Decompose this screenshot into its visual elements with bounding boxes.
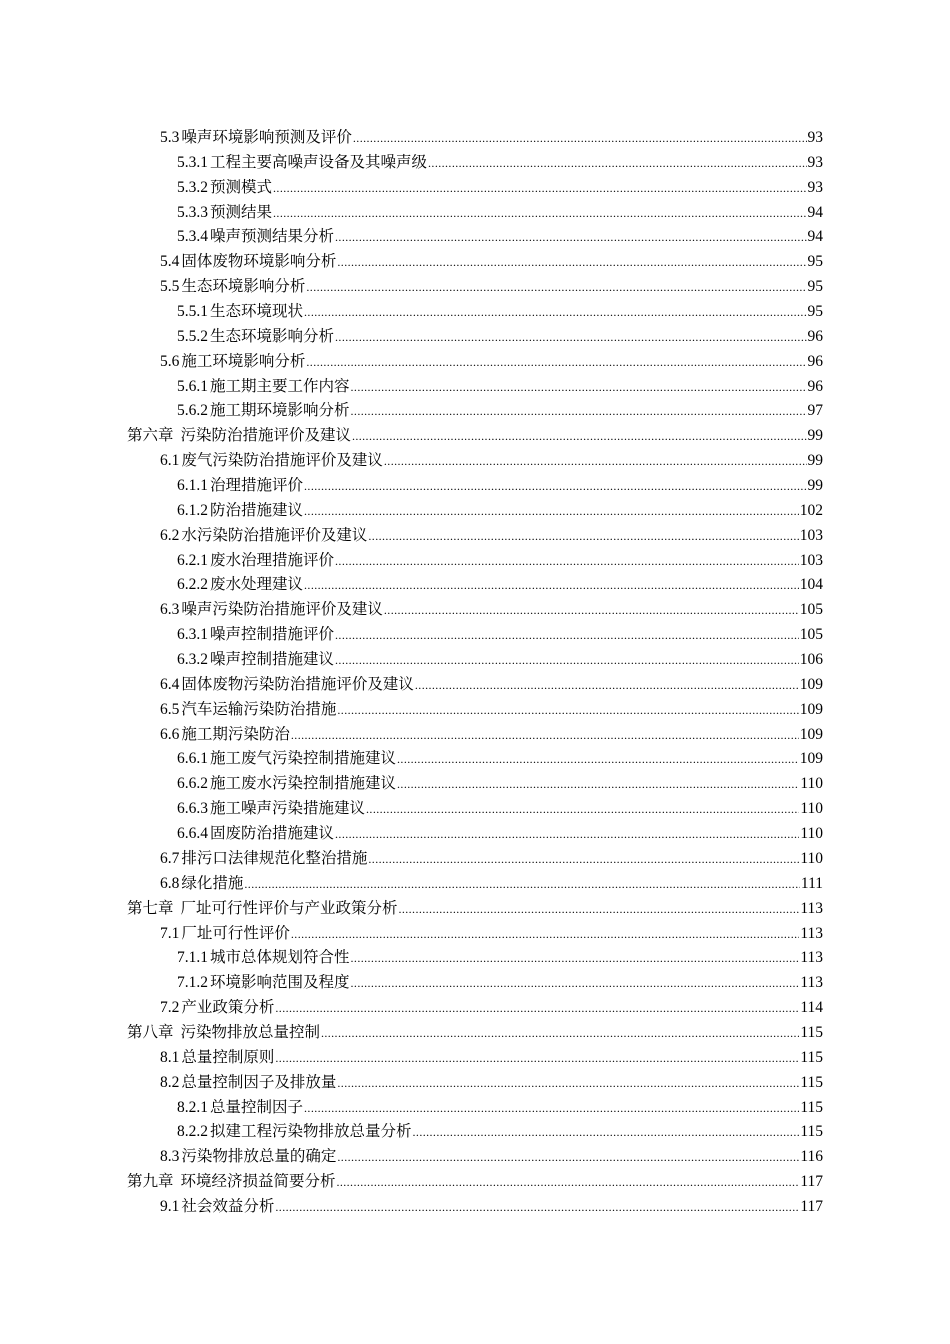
toc-entry-title: 环境经济损益简要分析 <box>175 1172 336 1191</box>
toc-dot-leader <box>335 822 799 847</box>
toc-dot-leader <box>304 499 799 524</box>
toc-dot-leader <box>368 524 798 549</box>
toc-dot-leader <box>304 474 806 499</box>
toc-entry-label <box>160 523 367 549</box>
toc-page-number: 111 <box>800 874 823 892</box>
toc-dot-leader <box>291 723 799 748</box>
toc-entry-title: 生态环境影响分析 <box>181 277 306 296</box>
toc-page-number: 99 <box>807 427 823 445</box>
toc-entry-number: 6.3.2 <box>177 651 208 669</box>
toc-dot-leader <box>304 573 799 598</box>
toc-dot-leader <box>415 673 799 698</box>
toc-entry-number: 5.3.2 <box>177 178 208 196</box>
toc-entry-number: 6.3.1 <box>177 626 208 644</box>
toc-entry-number: 7.1.2 <box>177 974 208 992</box>
toc-entry-label <box>177 548 334 574</box>
toc-entry-title: 施工期主要工作内容 <box>210 376 350 395</box>
toc-entry-label <box>177 299 303 325</box>
toc-entry[interactable] <box>127 722 823 747</box>
toc-entry[interactable] <box>127 970 823 995</box>
toc-entry-number: 5.5 <box>160 278 180 296</box>
toc-entry-label <box>127 1169 335 1195</box>
toc-entry-label <box>127 896 397 922</box>
toc-dot-leader <box>337 1071 799 1096</box>
toc-dot-leader <box>275 1046 799 1071</box>
toc-page-number: 103 <box>799 526 823 544</box>
toc-entry-number: 7.1.1 <box>177 949 208 967</box>
toc-entry-number: 6.3 <box>160 601 180 619</box>
toc-page-number: 110 <box>800 775 823 793</box>
toc-entry[interactable] <box>127 921 823 946</box>
toc-page-number: 93 <box>807 178 823 196</box>
toc-entry-label <box>177 796 365 822</box>
toc-entry-label <box>160 1144 336 1170</box>
toc-entry[interactable] <box>127 572 823 597</box>
toc-dot-leader <box>351 946 800 971</box>
toc-entry[interactable] <box>127 871 823 896</box>
toc-entry-label <box>160 921 290 947</box>
toc-entry-title: 汽车运输污染防治措施 <box>181 699 337 718</box>
toc-entry[interactable] <box>127 523 823 548</box>
toc-entry-label <box>160 249 336 275</box>
toc-entry-title: 生态环境影响分析 <box>210 326 335 345</box>
toc-page-number: 114 <box>800 999 823 1017</box>
toc-dot-leader <box>337 250 806 275</box>
toc-entry-label <box>177 374 350 400</box>
toc-entry-title: 噪声预测结果分析 <box>210 227 335 246</box>
toc-dot-leader <box>384 449 807 474</box>
toc-entry-number: 6.6.3 <box>177 800 208 818</box>
toc-entry-title: 废气污染防治措施评价及建议 <box>181 451 383 470</box>
toc-page-number: 103 <box>799 551 823 569</box>
toc-page-number: 115 <box>800 1023 823 1041</box>
toc-dot-leader <box>368 847 799 872</box>
toc-entry[interactable] <box>127 299 823 324</box>
toc-entry-number: 6.1 <box>160 452 180 470</box>
toc-page-number: 105 <box>799 601 823 619</box>
toc-entry-title: 废水处理建议 <box>210 575 304 594</box>
toc-entry[interactable] <box>127 746 823 771</box>
toc-entry[interactable] <box>127 175 823 200</box>
toc-entry-number: 6.6 <box>160 725 180 743</box>
toc-dot-leader <box>291 922 799 947</box>
toc-entry-number: 6.2 <box>160 526 180 544</box>
toc-entry-label <box>160 1045 274 1071</box>
toc-entry-title: 防治措施建议 <box>210 500 304 519</box>
toc-entry-title: 污染物排放总量控制 <box>175 1022 320 1041</box>
toc-dot-leader <box>273 201 806 226</box>
toc-page-number: 105 <box>799 626 823 644</box>
toc-dot-leader <box>398 897 799 922</box>
toc-entry-title: 噪声控制措施建议 <box>210 650 335 669</box>
toc-page-number: 117 <box>800 1197 823 1215</box>
toc-page-number: 94 <box>807 228 823 246</box>
toc-entry-number: 5.3 <box>160 129 180 146</box>
toc-entry-number: 第六章 <box>127 427 174 445</box>
toc-entry-label <box>177 324 334 350</box>
toc-dot-leader <box>306 350 806 375</box>
toc-entry-label <box>177 970 350 996</box>
toc-entry[interactable] <box>127 448 823 473</box>
toc-entry-title: 排污口法律规范化整治措施 <box>181 848 368 867</box>
toc-page-number: 93 <box>807 153 823 171</box>
toc-entry-label <box>177 821 334 847</box>
toc-entry-label <box>177 498 303 524</box>
toc-page-number: 95 <box>807 303 823 321</box>
toc-entry-label <box>177 746 396 772</box>
toc-entry-number: 8.2 <box>160 1073 180 1091</box>
toc-page-number: 113 <box>800 949 823 967</box>
toc-entry[interactable] <box>127 647 823 672</box>
toc-dot-leader <box>351 971 800 996</box>
toc-entry[interactable] <box>127 398 823 423</box>
toc-entry-number: 7.1 <box>160 924 180 942</box>
toc-entry-title: 预测结果 <box>210 202 273 221</box>
toc-entry-title: 总量控制因子 <box>210 1097 304 1116</box>
toc-entry-label <box>177 1119 412 1145</box>
toc-entry[interactable] <box>127 125 823 150</box>
toc-dot-leader <box>321 1021 799 1046</box>
toc-dot-leader <box>335 549 799 574</box>
toc-dot-leader <box>335 225 806 250</box>
toc-dot-leader <box>353 126 807 151</box>
toc-dot-leader <box>304 1096 799 1121</box>
toc-entry-label <box>177 771 396 797</box>
toc-entry-number: 6.2.2 <box>177 576 208 594</box>
toc-entry-title: 预测模式 <box>210 177 273 196</box>
toc-entry-number: 6.6.1 <box>177 750 208 768</box>
toc-dot-leader <box>351 375 807 400</box>
toc-entry[interactable] <box>127 846 823 871</box>
toc-entry-title: 城市总体规划符合性 <box>210 948 350 967</box>
toc-entry-label <box>160 871 243 897</box>
toc-page-number: 115 <box>800 1048 823 1066</box>
toc-entry-title: 总量控制因子及排放量 <box>181 1072 337 1091</box>
toc-entry-title: 社会效益分析 <box>181 1196 275 1215</box>
toc-page-number: 115 <box>800 1098 823 1116</box>
toc-dot-leader <box>335 648 799 673</box>
toc-dot-leader <box>337 1145 799 1170</box>
toc-page-number: 113 <box>800 974 823 992</box>
toc-entry-number: 7.2 <box>160 999 180 1017</box>
toc-entry[interactable] <box>127 1194 823 1219</box>
toc-entry[interactable] <box>127 274 823 299</box>
toc-entry-number: 6.6.4 <box>177 825 208 843</box>
toc-entry-label <box>177 1095 303 1121</box>
toc-page-number: 95 <box>807 278 823 296</box>
toc-entry[interactable] <box>127 945 823 970</box>
toc-entry-label <box>177 150 427 176</box>
toc-page-number: 109 <box>799 750 823 768</box>
toc-page-number: 110 <box>800 849 823 867</box>
toc-page-number: 113 <box>800 899 823 917</box>
toc-dot-leader <box>384 598 799 623</box>
toc-entry-number: 5.3.4 <box>177 228 208 246</box>
toc-dot-leader <box>335 623 799 648</box>
toc-entry[interactable] <box>127 796 823 821</box>
toc-entry-label <box>177 200 272 226</box>
toc-page-number: 99 <box>807 477 823 495</box>
toc-page-number: 93 <box>807 129 823 146</box>
toc-entry-label <box>160 672 414 698</box>
toc-entry-number: 5.5.2 <box>177 327 208 345</box>
toc-entry-title: 总量控制原则 <box>181 1047 275 1066</box>
toc-entry-label <box>160 846 367 872</box>
toc-entry-title: 施工废水污染控制措施建议 <box>210 774 397 793</box>
toc-entry-number: 9.1 <box>160 1197 180 1215</box>
toc-entry-title: 绿化措施 <box>181 873 244 892</box>
toc-dot-leader <box>428 151 806 176</box>
toc-entry-title: 生态环境现状 <box>210 302 304 321</box>
toc-page-number: 113 <box>800 924 823 942</box>
toc-dot-leader <box>304 300 806 325</box>
toc-entry[interactable] <box>127 374 823 399</box>
toc-entry-number: 6.6.2 <box>177 775 208 793</box>
toc-entry[interactable] <box>127 1119 823 1144</box>
toc-dot-leader <box>273 176 806 201</box>
toc-entry[interactable] <box>127 224 823 249</box>
toc-page-number: 104 <box>799 576 823 594</box>
toc-entry-title: 施工期环境影响分析 <box>210 401 350 420</box>
toc-entry[interactable] <box>127 473 823 498</box>
toc-chapter-entry[interactable] <box>127 1020 823 1045</box>
toc-entry[interactable] <box>127 697 823 722</box>
toc-entry[interactable] <box>127 498 823 523</box>
toc-dot-leader <box>351 399 807 424</box>
toc-entry-label <box>177 224 334 250</box>
toc-entry-label <box>160 125 352 151</box>
toc-entry-title: 工程主要高噪声设备及其噪声级 <box>210 152 428 171</box>
toc-page-number: 96 <box>807 352 823 370</box>
toc-page-number: 94 <box>807 203 823 221</box>
toc-entry[interactable] <box>127 200 823 225</box>
toc-entry-title: 施工废气污染控制措施建议 <box>210 749 397 768</box>
toc-entry-title: 环境影响范围及程度 <box>210 973 350 992</box>
toc-entry-label <box>160 274 305 300</box>
toc-page-number: 109 <box>799 675 823 693</box>
toc-entry-number: 第七章 <box>127 899 174 917</box>
toc-entry-label <box>160 448 383 474</box>
toc-entry[interactable] <box>127 1045 823 1070</box>
toc-entry-number: 第八章 <box>127 1023 174 1041</box>
toc-entry-number: 5.5.1 <box>177 303 208 321</box>
toc-entry[interactable] <box>127 995 823 1020</box>
toc-entry-title: 厂址可行性评价 <box>181 923 290 942</box>
toc-entry-label <box>160 697 336 723</box>
table-of-contents <box>127 125 823 1219</box>
toc-entry-label <box>160 1070 336 1096</box>
toc-entry[interactable] <box>127 1095 823 1120</box>
toc-page-number: 110 <box>800 825 823 843</box>
toc-entry-number: 5.6.1 <box>177 377 208 395</box>
toc-dot-leader <box>397 772 799 797</box>
toc-entry-title: 水污染防治措施评价及建议 <box>181 525 368 544</box>
toc-entry-number: 8.2.2 <box>177 1123 208 1141</box>
toc-entry-title: 治理措施评价 <box>210 476 304 495</box>
toc-entry[interactable] <box>127 1144 823 1169</box>
toc-dot-leader <box>413 1120 800 1145</box>
toc-dot-leader <box>336 1170 799 1195</box>
toc-entry-title: 施工噪声污染措施建议 <box>210 799 366 818</box>
toc-entry-label <box>177 398 350 424</box>
toc-page-number: 115 <box>800 1123 823 1141</box>
toc-entry-label <box>177 473 303 499</box>
toc-entry[interactable] <box>127 324 823 349</box>
toc-entry-label <box>177 945 350 971</box>
toc-entry-label <box>177 572 303 598</box>
toc-entry-number: 6.1.1 <box>177 477 208 495</box>
toc-entry-title: 施工环境影响分析 <box>181 351 306 370</box>
toc-chapter-entry[interactable] <box>127 1169 823 1194</box>
toc-page-number: 97 <box>807 402 823 420</box>
toc-entry-label <box>160 349 305 375</box>
toc-chapter-entry[interactable] <box>127 423 823 448</box>
toc-entry-label <box>160 995 274 1021</box>
toc-dot-leader <box>335 325 806 350</box>
toc-entry[interactable] <box>127 672 823 697</box>
toc-page-number: 115 <box>800 1073 823 1091</box>
toc-entry-number: 5.3.3 <box>177 203 208 221</box>
toc-entry-title: 废水治理措施评价 <box>210 550 335 569</box>
toc-entry-label <box>160 1194 274 1220</box>
toc-entry-title: 厂址可行性评价与产业政策分析 <box>175 898 398 917</box>
toc-entry-number: 6.1.2 <box>177 501 208 519</box>
toc-entry-title: 污染防治措施评价及建议 <box>175 426 351 445</box>
toc-entry-number: 8.1 <box>160 1048 180 1066</box>
toc-entry[interactable] <box>127 821 823 846</box>
toc-entry-number: 5.3.1 <box>177 153 208 171</box>
toc-entry-title: 固体废物环境影响分析 <box>181 252 337 271</box>
toc-entry[interactable] <box>127 1070 823 1095</box>
toc-page-number: 109 <box>799 700 823 718</box>
toc-entry-number: 6.4 <box>160 675 180 693</box>
toc-dot-leader <box>366 797 799 822</box>
toc-page-number: 117 <box>800 1173 823 1191</box>
toc-entry[interactable] <box>127 349 823 374</box>
toc-dot-leader <box>275 1195 799 1220</box>
toc-entry[interactable] <box>127 249 823 274</box>
toc-entry-title: 固体废物污染防治措施评价及建议 <box>181 674 414 693</box>
toc-entry-number: 6.8 <box>160 874 180 892</box>
toc-entry-number: 5.6.2 <box>177 402 208 420</box>
toc-entry[interactable] <box>127 548 823 573</box>
toc-page-number: 110 <box>800 800 823 818</box>
toc-entry-title: 噪声环境影响预测及评价 <box>181 128 352 146</box>
toc-dot-leader <box>397 747 799 772</box>
toc-dot-leader <box>244 872 800 897</box>
toc-entry-title: 噪声污染防治措施评价及建议 <box>181 600 383 619</box>
toc-entry-number: 5.6 <box>160 352 180 370</box>
toc-entry-number: 6.7 <box>160 849 180 867</box>
toc-chapter-entry[interactable] <box>127 896 823 921</box>
toc-entry-number: 8.2.1 <box>177 1098 208 1116</box>
toc-entry[interactable] <box>127 597 823 622</box>
toc-entry-title: 拟建工程污染物排放总量分析 <box>210 1122 412 1141</box>
toc-entry-title: 产业政策分析 <box>181 998 275 1017</box>
toc-entry[interactable] <box>127 622 823 647</box>
toc-entry-label <box>160 722 290 748</box>
toc-page-number: 116 <box>800 1148 823 1166</box>
toc-entry-title: 噪声控制措施评价 <box>210 625 335 644</box>
toc-entry-number: 6.2.1 <box>177 551 208 569</box>
toc-dot-leader <box>275 996 799 1021</box>
toc-entry-label <box>127 1020 320 1046</box>
toc-entry-label <box>177 647 334 673</box>
toc-dot-leader <box>306 275 806 300</box>
toc-entry[interactable] <box>127 150 823 175</box>
toc-page-number: 109 <box>799 725 823 743</box>
toc-entry-label <box>160 597 383 623</box>
toc-page-number: 99 <box>807 452 823 470</box>
toc-entry-title: 固废防治措施建议 <box>210 824 335 843</box>
toc-entry-label <box>177 622 334 648</box>
toc-page-number: 106 <box>799 651 823 669</box>
toc-entry-label <box>177 175 272 201</box>
toc-entry-number: 6.5 <box>160 700 180 718</box>
toc-entry-number: 8.3 <box>160 1148 180 1166</box>
toc-entry-number: 第九章 <box>127 1173 174 1191</box>
toc-page-number: 96 <box>807 327 823 345</box>
toc-page-number: 96 <box>807 377 823 395</box>
toc-dot-leader <box>337 698 798 723</box>
toc-page-number: 102 <box>799 501 823 519</box>
toc-entry-title: 施工期污染防治 <box>181 724 290 743</box>
toc-page-number: 95 <box>807 253 823 271</box>
toc-entry-number: 5.4 <box>160 253 180 271</box>
toc-dot-leader <box>352 424 807 449</box>
toc-entry-title: 污染物排放总量的确定 <box>181 1147 337 1166</box>
toc-entry-label <box>127 423 351 449</box>
toc-entry[interactable] <box>127 771 823 796</box>
